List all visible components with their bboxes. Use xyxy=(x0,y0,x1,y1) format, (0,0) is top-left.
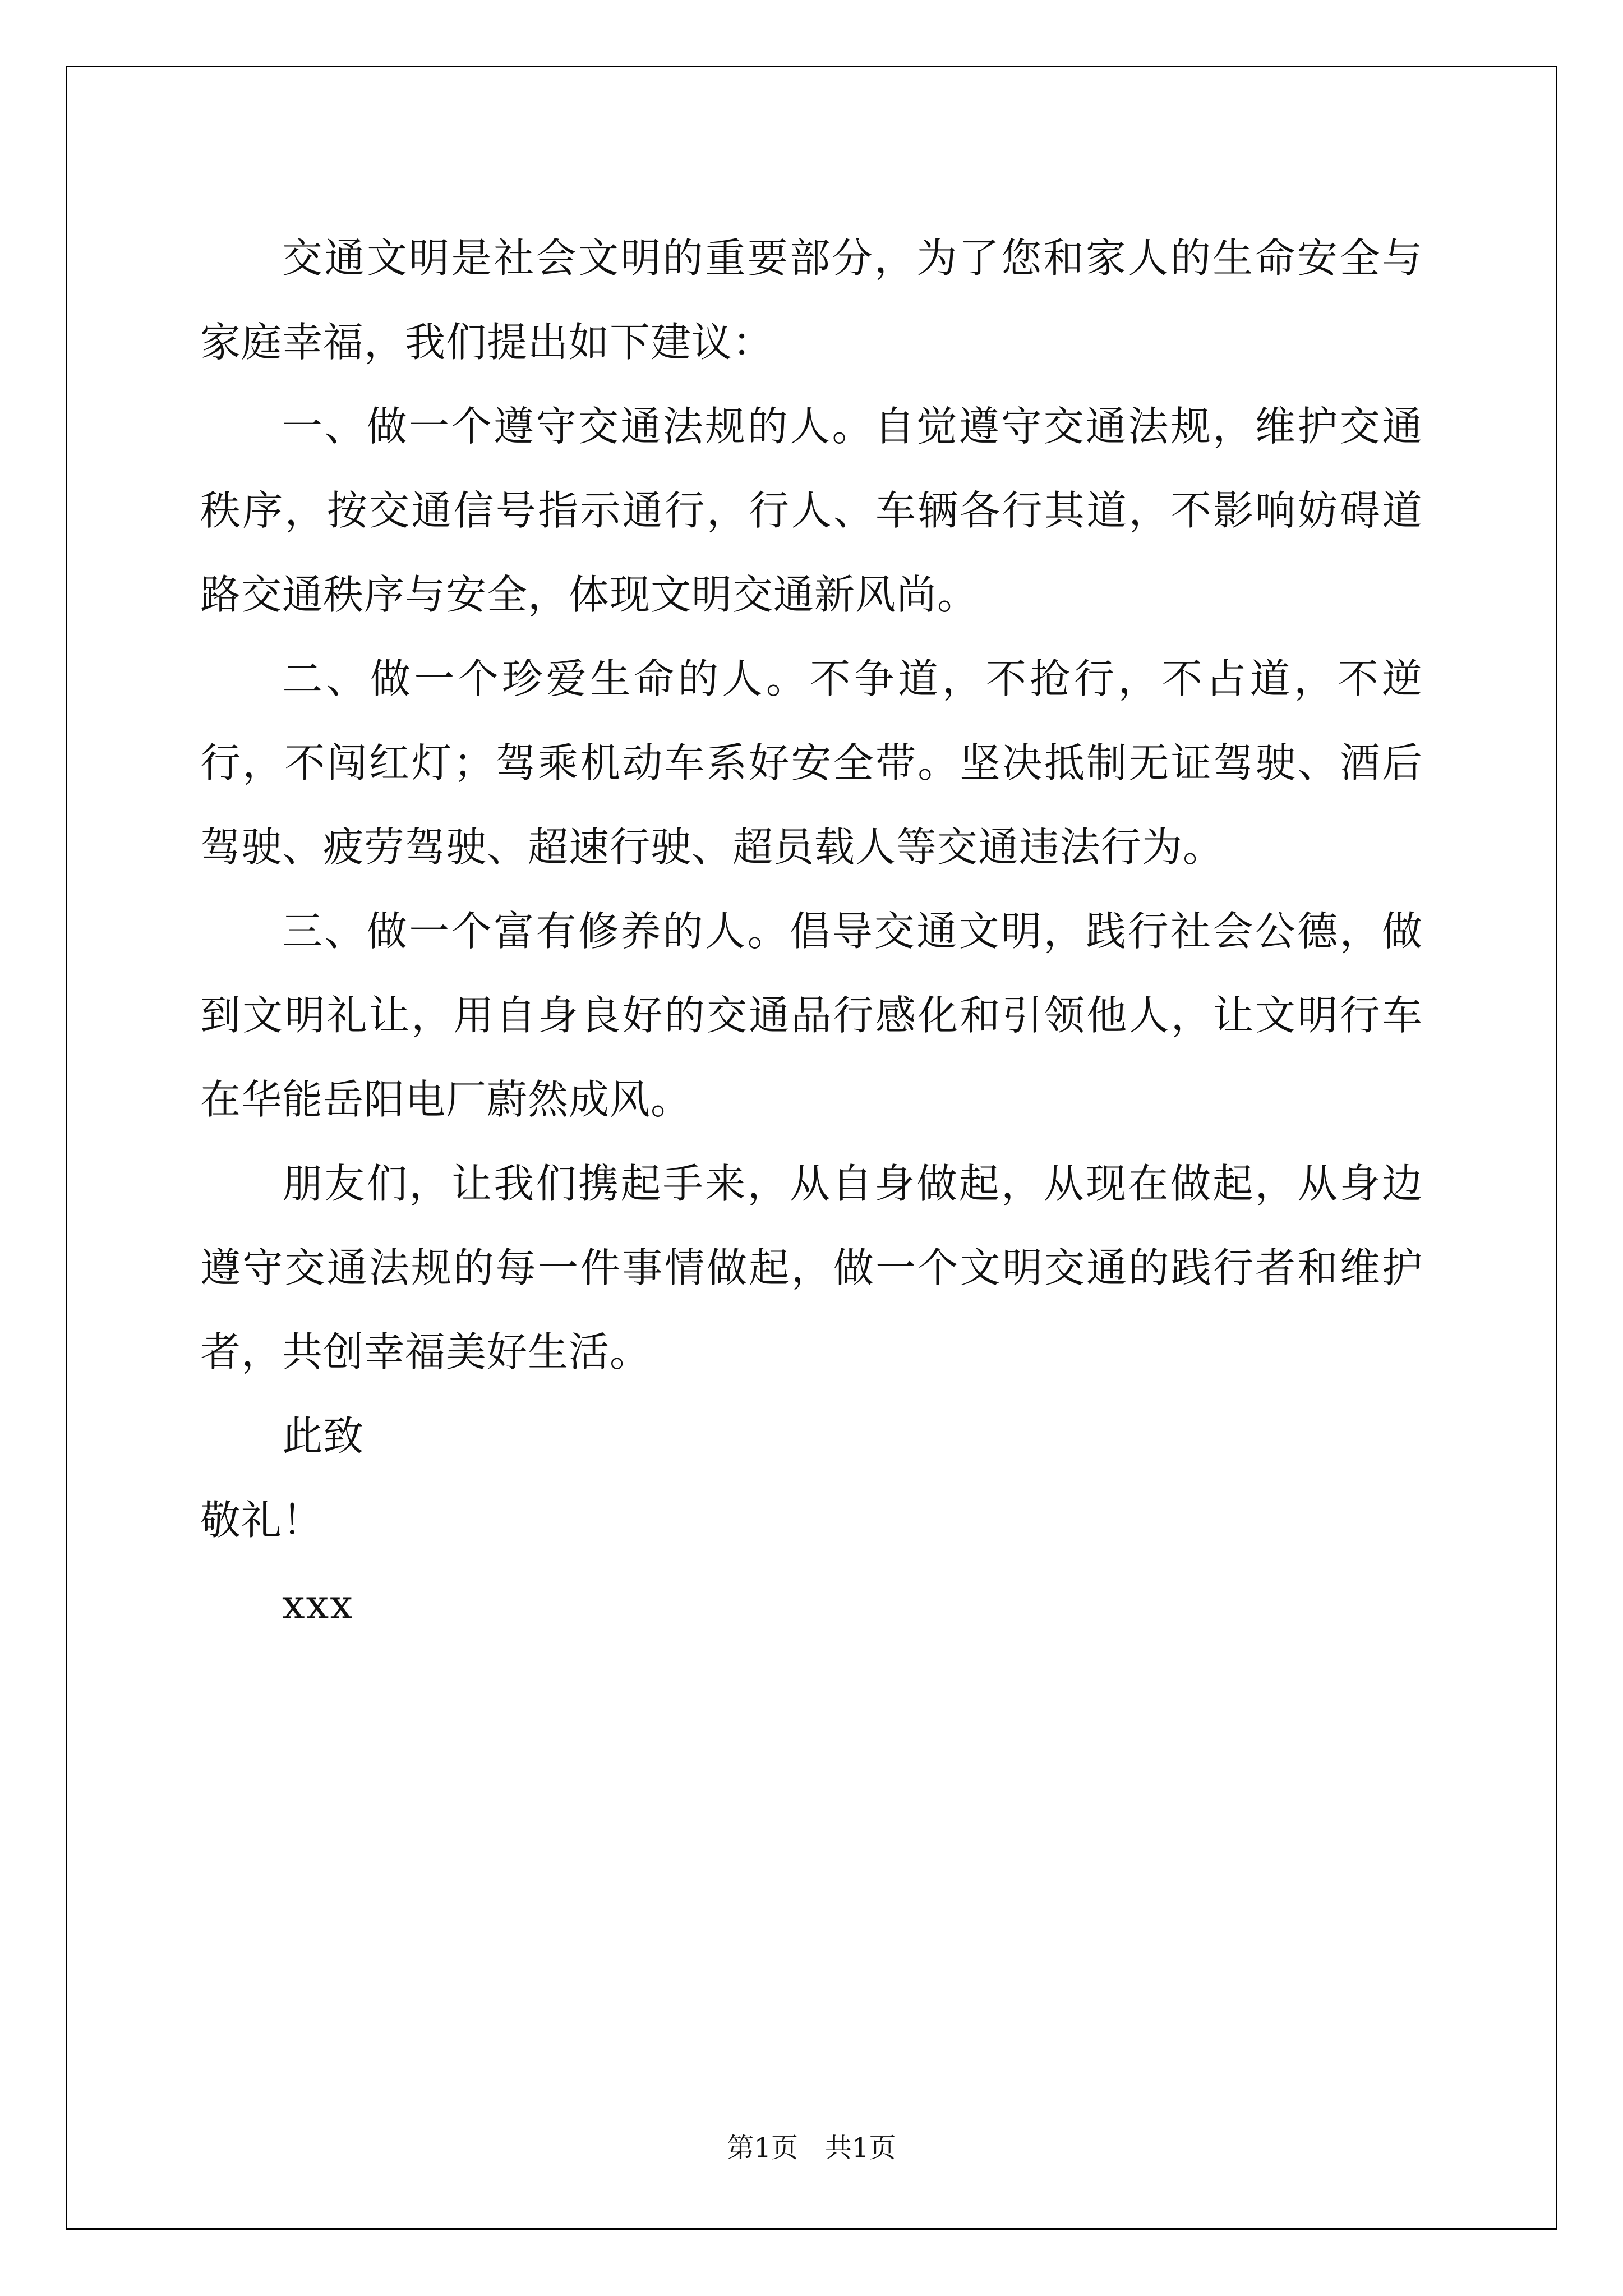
page-footer xyxy=(0,2126,1623,2165)
paragraph-intro: 交通文明是社会文明的重要部分，为了您和家人的生命安全与家庭幸福，我们提出如下建议： xyxy=(200,234,1423,366)
signature: xxx xyxy=(282,1581,354,1628)
salute-phrase: 敬礼！ xyxy=(200,1497,324,1544)
paragraph-appeal: 朋友们，让我们携起手来，从自身做起，从现在做起，从身边遵守交通法规的每一件事情做起，做一个文明交通的践行者和维护者，共创幸福美好生活。 xyxy=(200,1160,1423,1375)
paragraph-item-3: 三、做一个富有修养的人。倡导交通文明，践行社会公德，做到文明礼让，用自身良好的交通品行感化和引领他人，让文明行车在华能岳阳电厂蔚然成风。 xyxy=(200,908,1423,1123)
document-body xyxy=(200,216,1423,1646)
paragraph-item-1: 一、做一个遵守交通法规的人。自觉遵守交通法规，维护交通秩序，按交通信号指示通行，行人、车辆各行其道，不影响妨碍道路交通秩序与安全，体现文明交通新风尚。 xyxy=(200,403,1423,618)
page-number: 第1页 共1页 xyxy=(727,2132,896,2164)
paragraph-item-2: 二、做一个珍爱生命的人。不争道，不抢行，不占道，不逆行，不闯红灯；驾乘机动车系好安全带。坚决抵制无证驾驶、酒后驾驶、疲劳驾驶、超速行驶、超员载人等交通违法行为。 xyxy=(200,655,1423,871)
closing-phrase: 此致 xyxy=(282,1412,365,1460)
